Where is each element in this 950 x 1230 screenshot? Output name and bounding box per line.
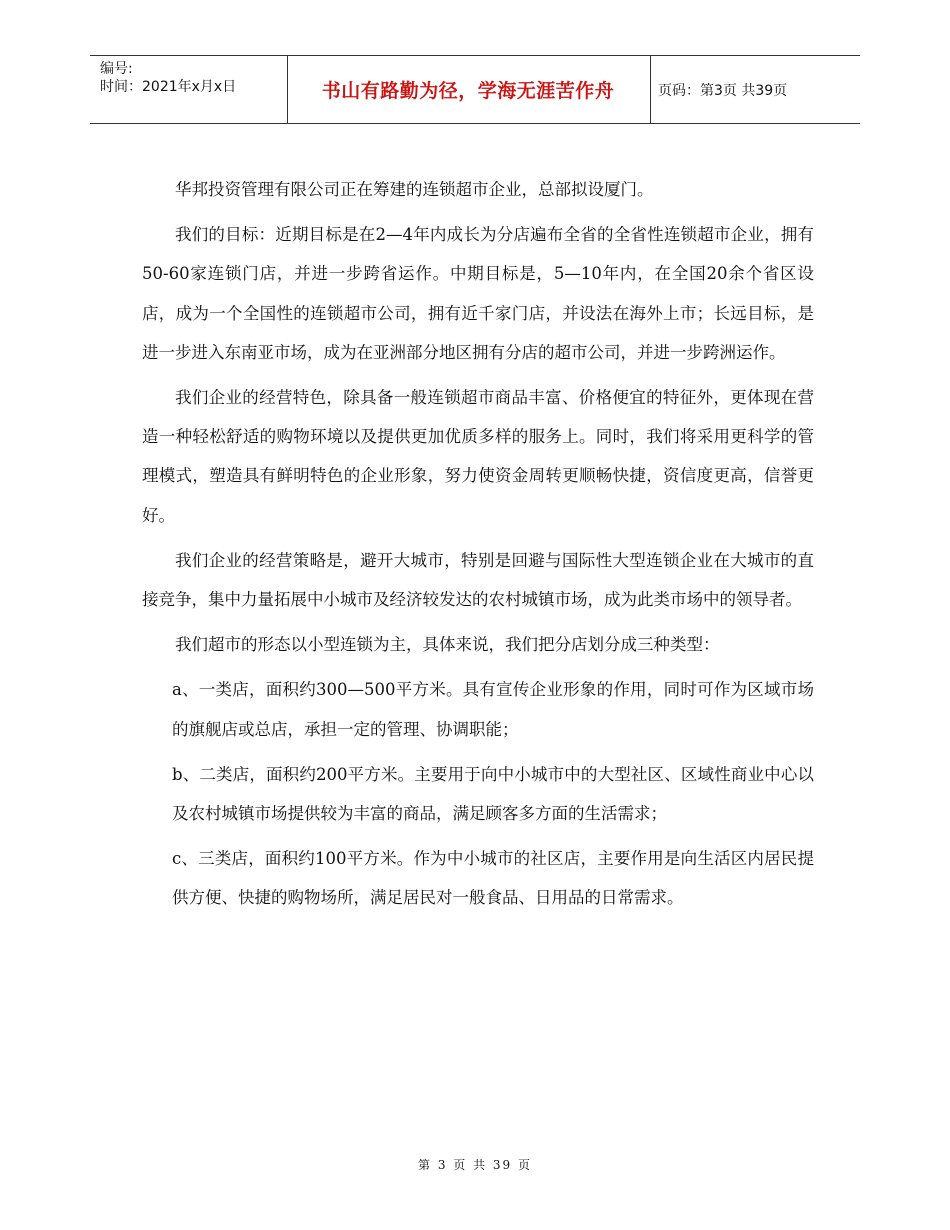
intro-paragraph: 华邦投资管理有限公司正在筹建的连锁超市企业，总部拟设厦门。 <box>175 180 654 199</box>
store-type-b: b、二类店，面积约200平方米。主要用于向中小城市中的大型社区、区域性商业中心以及农村城镇市场提供较为丰富的商品，满足顾客多方面的生活需求； <box>172 764 814 824</box>
document-body <box>142 170 814 924</box>
store-type-a: a、一类店，面积约300—500平方米。具有宣传企业形象的作用，同时可作为区域市场的旗舰店或总店，承担一定的管理、协调职能； <box>172 680 814 739</box>
header-page-info: 页码：第3页 共39页 <box>658 82 788 99</box>
features-paragraph: 我们企业的经营特色，除具备一般连锁超市商品丰富、价格便宜的特征外，更体现在营造一种轻松舒适的购物环境以及提供更加优质多样的服务上。同时，我们将采用更科学的管理模式，塑造具有鲜明特色的企业形象，努力使资金周转更顺畅快捷，资信度更高，信誉更好。 <box>142 388 814 525</box>
header-meta <box>100 60 285 96</box>
document-number-label: 编号: <box>100 61 133 77</box>
store-type-c: c、三类店，面积约100平方米。作为中小城市的社区店，主要作用是向生活区内居民提供方便、快捷的购物场所，满足居民对一般食品、日用品的日常需求。 <box>172 849 814 908</box>
header-motto: 书山有路勤为径，学海无涯苦作舟 <box>321 80 615 102</box>
document-header <box>90 55 860 124</box>
document-time-label: 时间：2021年x月x日 <box>100 79 237 95</box>
store-types-intro: 我们超市的形态以小型连锁为主，具体来说，我们把分店划分成三种类型： <box>175 635 720 655</box>
page-footer: 第 3 页 共 39 页 <box>418 1158 532 1172</box>
strategy-paragraph: 我们企业的经营策略是，避开大城市，特别是回避与国际性大型连锁企业在大城市的直接竞争，集中力量拓展中小城市及经济较发达的农村城镇市场，成为此类市场中的领导者。 <box>142 550 814 610</box>
goals-paragraph: 我们的目标：近期目标是在2—4年内成长为分店遍布全省的全省性连锁超市企业，拥有50-60家连锁门店，并进一步跨省运作。中期目标是，5—10年内，在全国20余个省区设店，成为一个全国性的连锁超市公司，拥有近千家门店，并设法在海外上市；长远目标，是进一步进入东南亚市场，成为在亚洲部分地区拥有分店的超市公司，并进一步跨洲运作。 <box>142 225 814 362</box>
